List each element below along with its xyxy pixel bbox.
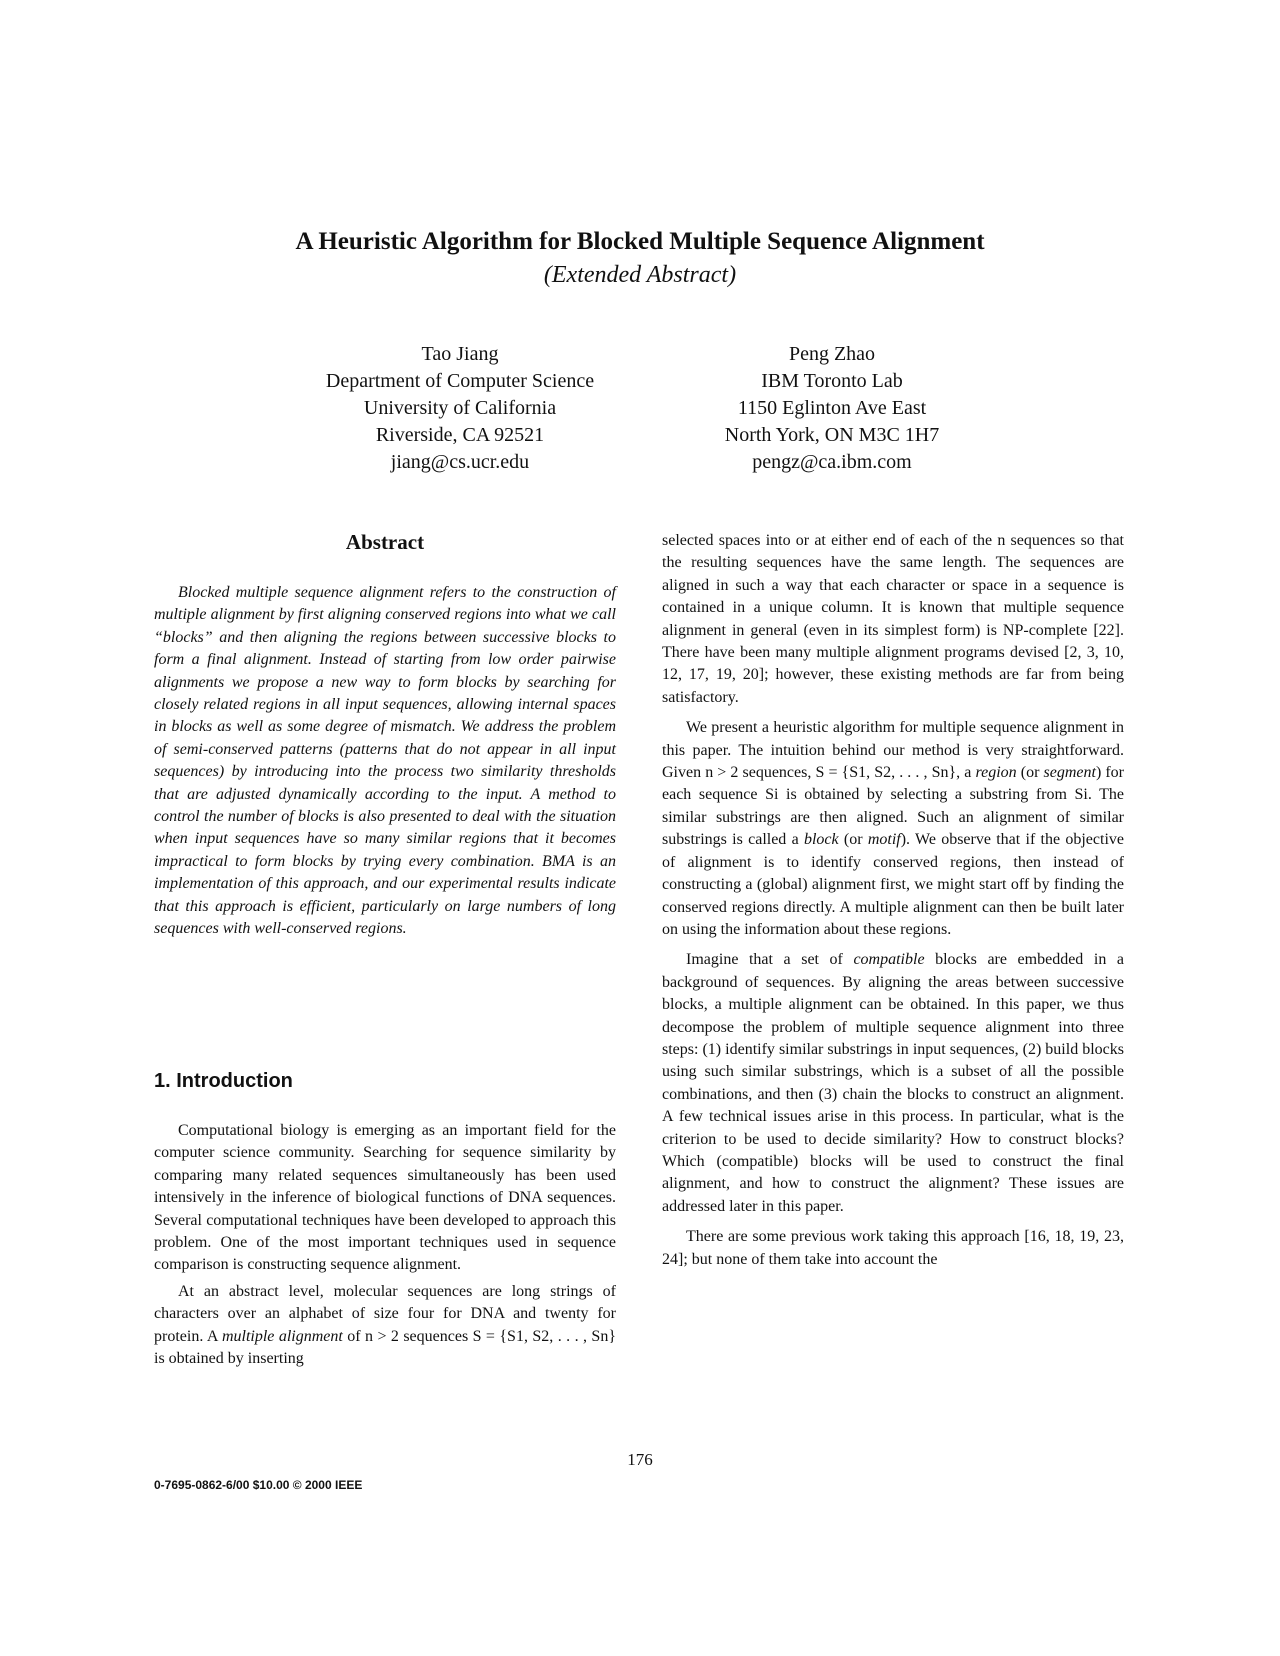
- section-heading-introduction: 1. Introduction: [154, 1070, 293, 1092]
- author-block-1: [280, 341, 640, 476]
- author-dept: IBM Toronto Lab: [761, 370, 903, 392]
- right-paragraph-1: selected spaces into or at either end of each of the n sequences so that the resulting sequences have the same length. The sequences are aligned in such a way that each character or space in a sequence is contained in a unique column. It is known that multiple sequence alignment in general (even in its simplest form) is NP-complete [22]. There have been many multiple alignment programs devised [2, 3, 10, 12, 17, 19, 20]; however, these existing methods are far from being satisfactory.: [662, 532, 1124, 706]
- text-run: ). We observe that if the objective of alignment is to identify conserved regions, then instead of constructing a (global) alignment first, we might start off by finding the conserved regions directly. A multiple alignment can then be built later on using the information about these regions.: [662, 831, 1125, 938]
- author-email: pengz@ca.ibm.com: [752, 451, 912, 473]
- text-run: Imagine that a set of: [686, 951, 854, 969]
- emphasis-multiple-alignment: multiple alignment: [221, 1327, 343, 1345]
- author-address: North York, ON M3C 1H7: [724, 424, 940, 446]
- emphasis-segment: segment: [1043, 764, 1096, 782]
- paper-subtitle: (Extended Abstract): [543, 262, 737, 288]
- abstract-heading: Abstract: [345, 530, 425, 554]
- text-run: (or: [838, 831, 868, 849]
- paper-title: A Heuristic Algorithm for Blocked Multiple Sequence Alignment: [295, 228, 985, 255]
- intro-column: [154, 1120, 616, 1370]
- text-run: At an abstract level, molecular sequences are long strings of characters over an alphabet of size four for DNA and twenty for protein. A: [154, 1282, 616, 1345]
- author-dept: Department of Computer Science: [325, 370, 595, 392]
- emphasis-motif: motif: [867, 831, 901, 849]
- right-column: [662, 530, 1124, 1271]
- author-name: Peng Zhao: [788, 343, 876, 365]
- abstract-text: Blocked multiple sequence alignment refers to the construction of multiple alignment by first aligning conserved regions into what we call “blocks” and then aligning the regions between successive blocks to form a final alignment. Instead of starting from low order pairwise alignments we propose a new way to form blocks by searching for closely related regions in all input sequences, allowing internal spaces in blocks as well as some degree of mismatch. We address the problem of semi-conserved patterns (patterns that do not appear in all input sequences) by introducing into the process two similarity thresholds that are adjusted dynamically according to the input. A method to control the number of blocks is also presented to deal with the situation when input sequences have so many similar regions that it becomes impractical to form blocks by trying every combination. BMA is an implementation of this approach, and our experimental results indicate that this approach is efficient, particularly on large numbers of long sequences with well-conserved regions.: [154, 584, 616, 938]
- author-name: Tao Jiang: [421, 343, 499, 365]
- author-block-2: [652, 341, 1012, 476]
- copyright-footer: 0-7695-0862-6/00 $10.00 © 2000 IEEE: [154, 1478, 363, 1492]
- emphasis-compatible: compatible: [853, 951, 925, 969]
- right-paragraph-4: There are some previous work taking this approach [16, 18, 19, 23, 24]; but none of them take into account the: [662, 1228, 1124, 1268]
- right-paragraph-2: [662, 717, 1124, 941]
- text-run: blocks are embedded in a background of sequences. By aligning the areas between successive blocks, a multiple alignment can be obtained. In this paper, we thus decompose the problem of multiple sequence alignment into three steps: (1) identify similar substrings in input sequences, (2) build blocks using such similar substrings, which is a subset of all the possible combinations, and then (3) chain the blocks to construct an alignment. A few technical issues arise in this process. In particular, what is the criterion to be used to decide similarity? How to construct blocks? Which (compatible) blocks will be used to construct the final alignment, and how to construct the alignment? These issues are addressed later in this paper.: [662, 951, 1124, 1215]
- abstract-body: [154, 582, 616, 941]
- right-paragraph-3: [662, 949, 1124, 1218]
- text-run: (or: [1016, 764, 1044, 782]
- text-run: We present a heuristic algorithm for multiple sequence alignment in this paper. The intuition behind our method is very straightforward. Given n > 2 sequences, S = {S1, S2, . . . , Sn}, a: [662, 719, 1124, 782]
- author-org: University of California: [363, 397, 557, 419]
- intro-paragraph-2: [154, 1281, 616, 1371]
- author-org: 1150 Eglinton Ave East: [737, 397, 927, 419]
- emphasis-region: region: [975, 764, 1017, 782]
- page-number: 176: [627, 1450, 653, 1469]
- emphasis-block: block: [803, 831, 839, 849]
- text-run: of n > 2 sequences S = {S1, S2, . . . , Sn} is obtained by inserting: [154, 1327, 616, 1368]
- author-email: jiang@cs.ucr.edu: [390, 451, 530, 473]
- intro-paragraph-1: Computational biology is emerging as an important field for the computer science community. Searching for sequence similarity by comparing many related sequences simultaneously has been used intensively in the inference of biological functions of DNA sequences. Several computational techniques have been developed to approach this problem. One of the most important techniques used in sequence comparison is constructing sequence alignment.: [154, 1122, 616, 1274]
- author-address: Riverside, CA 92521: [375, 424, 545, 446]
- text-run: ) for each sequence Si is obtained by selecting a substring from Si. The similar substrings are then aligned. Such an alignment of similar substrings is called a: [662, 764, 1125, 849]
